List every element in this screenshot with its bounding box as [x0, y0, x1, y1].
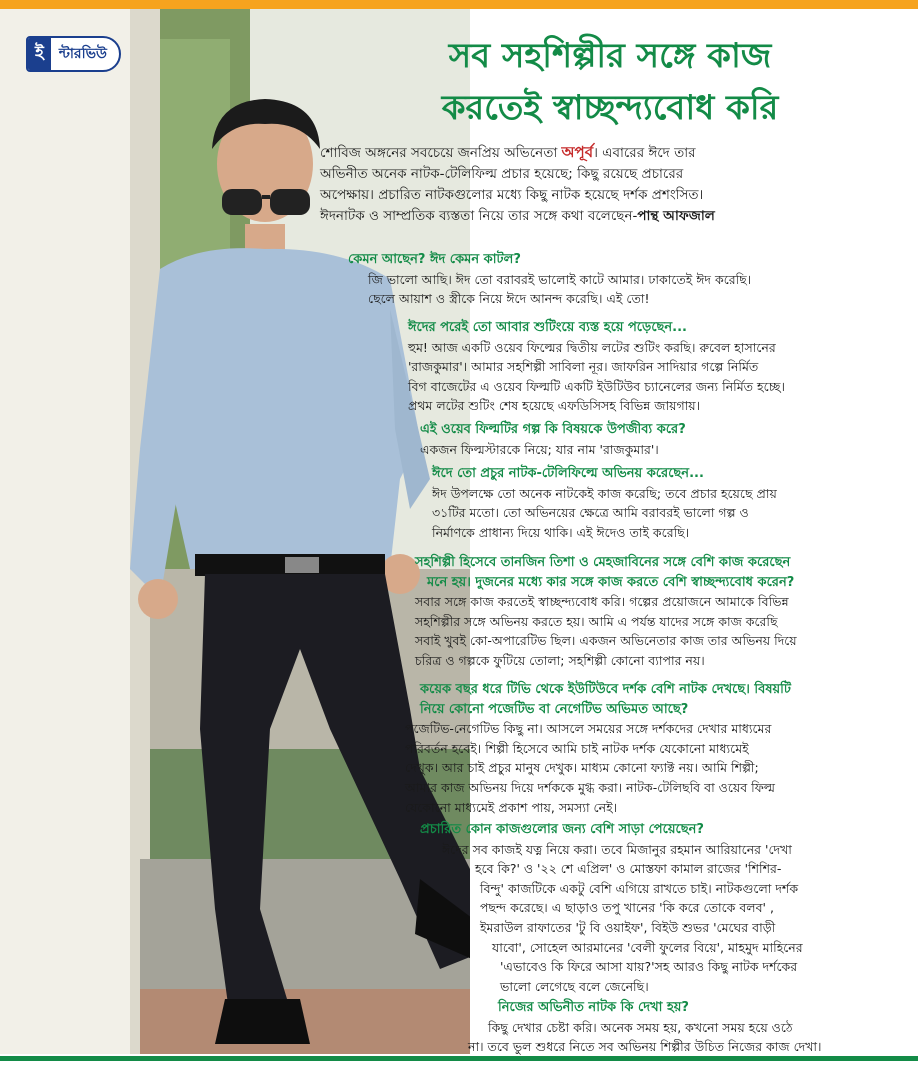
question: এই ওয়েব ফিল্মটির গল্প কি বিষয়কে উপজীব্য করে? — [420, 422, 686, 437]
headline — [330, 30, 890, 134]
qa-block-3 — [420, 420, 686, 459]
question: কয়েক বছর ধরে টিভি থেকে ইউটিউবে দর্শক বেশি নাটক দেখছে। বিষয়টি — [420, 682, 791, 697]
intro-line-1b: । এবারের ঈদে তার — [593, 145, 696, 161]
answer-line: ঈদের সব কাজই যত্ন নিয়ে করা। তবে মিজানুর রহমান আরিয়ানের 'দেখা — [442, 841, 792, 857]
answer-line: 'রাজকুমার'। আমার সহশিল্পী সাবিলা নূর। জাফরিন সাদিয়ার গল্পে নির্মিত — [408, 359, 759, 375]
interview-badge — [26, 36, 121, 72]
question: নিজের অভিনীত নাটক কি দেখা হয়? — [498, 1000, 689, 1015]
answer-line: ৩১টির মতো। তো অভিনয়ের ক্ষেত্রে আমি বরাবরই ভালো গল্প ও — [432, 505, 749, 521]
answer-line: পরিবর্তন হবেই। শিল্পী হিসেবে আমি চাই নাটক দর্শক যেকোনো মাধ্যমেই — [405, 740, 749, 756]
question: নিয়ে কোনো পজেটিভ বা নেগেটিভ অভিমত আছে? — [420, 701, 689, 717]
intro-paragraph — [320, 142, 895, 227]
answer-line: 'এভাবেও কি ফিরে আসা যায়?'সহ আরও কিছু নাটক দর্শকের — [500, 959, 798, 975]
answer-line: পজেটিভ-নেগেটিভ কিছু না। আসলে সময়ের সঙ্গে দর্শকদের দেখার মাধ্যমের — [405, 721, 772, 737]
intro-line — [320, 142, 895, 164]
qa-block-5 — [415, 553, 797, 671]
question: ঈদের পরেই তো আবার শুটিংয়ে ব্যস্ত হয়ে পড়েছেন... — [408, 320, 687, 335]
answer-line: হবে কি?' ও '২২ শে এপ্রিল' ও মোস্তফা কামাল রাজের 'শিশির- — [475, 861, 782, 877]
qa-block-2 — [408, 318, 785, 416]
answer-line: ছেলে আয়াশ ও স্ত্রীকে নিয়ে ঈদে আনন্দ করেছি। এই তো! — [368, 291, 650, 307]
answer-line: পছন্দ করেছে। এ ছাড়াও তপু খানের 'কি করে তোকে বলব' , — [480, 900, 774, 916]
answer-line: চরিত্র ও গল্পকে ফুটিয়ে তোলা; সহশিল্পী কোনো ব্যাপার নয়। — [415, 652, 705, 668]
question: সহশিল্পী হিসেবে তানজিন তিশা ও মেহজাবিনের সঙ্গে বেশি কাজ করেছেন — [415, 555, 791, 570]
intro-line — [320, 206, 895, 227]
answer-line: জি ভালো আছি। ঈদ তো বরাবরই ভালোই কাটে আমার। ঢাকাতেই ঈদ করেছি। — [368, 271, 752, 287]
answer-line: দেখুক। আর চাই প্রচুর মানুষ দেখুক। মাধ্যম কোনো ফ্যাক্ট নয়। আমি শিল্পী; — [405, 760, 759, 776]
answer-line: ইমরাউল রাফাতের 'টু বি ওয়াইফ', বিইউ শুভর 'মেঘের বাড়ী — [480, 919, 776, 935]
question: প্রচারিত কোন কাজগুলোর জন্য বেশি সাড়া পেয়েছেন? — [420, 822, 704, 837]
answer-line: যাবো', সোহেল আরমানের 'বেলী ফুলের বিয়ে', মাহমুদ মাহিনের — [492, 939, 803, 955]
answer-line: হুম! আজ একটি ওয়েব ফিল্মের দ্বিতীয় লটের শুটিং করছি। রুবেল হাসানের — [408, 339, 776, 355]
question: কেমন আছেন? ঈদ কেমন কাটল? — [348, 252, 521, 267]
intro-line-4a: ঈদনাটক ও সাম্প্রতিক ব্যস্ততা নিয়ে তার সঙ্গে কথা বলেছেন- — [320, 208, 638, 224]
answer-line: নির্মাণকে প্রাধান্য দিয়ে থাকি। এই ঈদেও তাই করেছি। — [432, 524, 690, 540]
intro-line: অভিনীত অনেক নাটক-টেলিফিল্ম প্রচার হয়েছে; কিছু রয়েছে প্রচারের — [320, 166, 684, 182]
answer-line: না। তবে ভুল শুধরে নিতে সব অভিনয় শিল্পীর উচিত নিজের কাজ দেখা। — [468, 1039, 822, 1055]
answer-line: প্রথম লটের শুটিং শেষ হয়েছে এফডিসিসহ বিভিন্ন জায়গায়। — [408, 398, 701, 414]
qa-block-7 — [420, 820, 803, 996]
badge-prefix: ই — [28, 38, 51, 70]
answer-line: সহশিল্পীর সঙ্গে অভিনয় করতে হয়। আমি এ পর্যন্ত যাদের সঙ্গে কাজ করেছি — [415, 613, 778, 629]
answer-line: সবাই খুবই কো-অপারেটিভ ছিল। একজন অভিনেতার কাজ তার অভিনয় দিয়ে — [415, 633, 797, 649]
answer-line: কিছু দেখার চেষ্টা করি। অনেক সময় হয়, কখনো সময় হয়ে ওঠে — [488, 1019, 793, 1035]
bottom-accent-line — [0, 1056, 918, 1061]
question: মনে হয়। দুজনের মধ্যে কার সঙ্গে কাজ করতে বেশি স্বাচ্ছন্দ্যবোধ করেন? — [427, 574, 795, 590]
headline-line-1: সব সহশিল্পীর সঙ্গে কাজ — [448, 36, 772, 76]
qa-block-6 — [405, 680, 791, 817]
answer-line: ভালো লেগেছে বলে জেনেছি। — [500, 978, 649, 994]
intro-line: অপেক্ষায়। প্রচারিত নাটকগুলোর মধ্যে কিছু নাটক হয়েছে দর্শক প্রশংসিত। — [320, 187, 704, 203]
question: ঈদে তো প্রচুর নাটক-টেলিফিল্মে অভিনয় করেছেন... — [432, 466, 704, 481]
answer-line: সবার সঙ্গে কাজ করতেই স্বাচ্ছন্দ্যবোধ করি। গল্পের প্রয়োজনে আমাকে বিভিন্ন — [415, 594, 789, 610]
reporter-credit: পান্থ আফজাল — [637, 208, 715, 224]
headline-line-2: করতেই স্বাচ্ছন্দ্যবোধ করি — [441, 88, 779, 128]
answer-line: বিন্দু' কাজটিকে একটু বেশি এগিয়ে রাখতে চাই। নাটকগুলো দর্শক — [480, 880, 799, 896]
answer-line: বিগ বাজেটের এ ওয়েব ফিল্মটি একটি ইউটিউব চ্যানেলের জন্য নির্মিত হচ্ছে। — [408, 378, 785, 394]
answer-line: যেকোনো মাধ্যমেই প্রকাশ পায়, সমস্যা নেই। — [405, 799, 618, 815]
top-accent-line — [0, 0, 918, 9]
answer-line: ঈদ উপলক্ষে তো অনেক নাটকেই কাজ করেছি; তবে প্রচার হয়েছে প্রায় — [432, 485, 777, 501]
badge-label: ন্টারভিউ — [58, 46, 107, 62]
intro-line-1a: শোবিজ অঙ্গনের সবচেয়ে জনপ্রিয় অভিনেতা — [320, 145, 562, 161]
actor-name: অপূর্ব — [561, 143, 594, 161]
qa-block-4 — [432, 464, 777, 542]
answer-line: আমার কাজ অভিনয় দিয়ে দর্শককে মুগ্ধ করা। নাটক-টেলিছবি বা ওয়েব ফিল্ম — [405, 779, 775, 795]
answer-line: একজন ফিল্মস্টারকে নিয়ে; যার নাম 'রাজকুমার'। — [420, 441, 659, 457]
qa-block-1 — [348, 250, 751, 309]
qa-block-8 — [468, 998, 822, 1057]
